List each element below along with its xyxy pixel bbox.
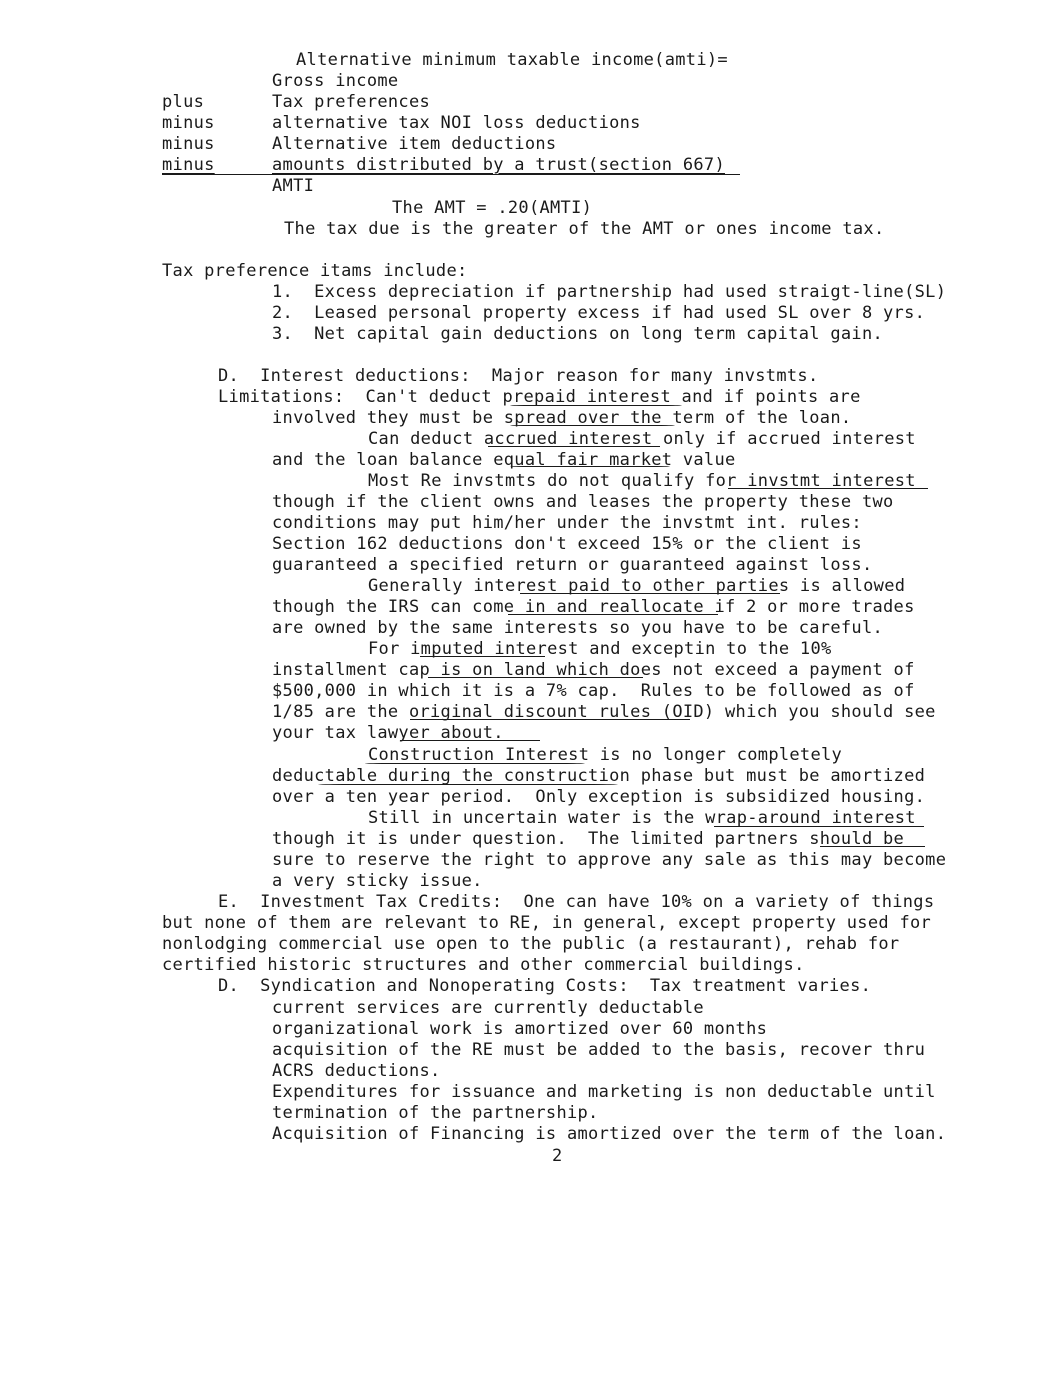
- page-number: 2: [552, 1146, 563, 1166]
- handwritten-underline: [714, 826, 924, 827]
- preference-item: 1. Excess depreciation if partnership had used straigt-line(SL): [272, 282, 947, 302]
- amti-row-op: minus: [162, 134, 215, 154]
- handwritten-underline: [318, 784, 618, 785]
- handwritten-underline: [520, 593, 780, 594]
- handwritten-underline: [410, 719, 690, 720]
- body-line: organizational work is amortized over 60 months: [272, 1019, 768, 1039]
- body-line: certified historic structures and other commercial buildings.: [162, 955, 805, 975]
- body-line: termination of the partnership.: [272, 1103, 599, 1123]
- preference-item: 3. Net capital gain deductions on long term capital gain.: [272, 324, 884, 344]
- body-line: Most Re invstmts do not qualify for invstmt interest: [368, 471, 916, 491]
- amti-row-text: Alternative item deductions: [272, 134, 557, 154]
- handwritten-underline: [510, 425, 675, 426]
- body-line: Acquisition of Financing is amortized over the term of the loan.: [272, 1124, 947, 1144]
- amti-row-text: alternative tax NOI loss deductions: [272, 113, 641, 133]
- body-line: For imputed interest and exceptin to the 10%: [368, 639, 832, 659]
- amti-title: Alternative minimum taxable income(amti)=: [296, 50, 728, 70]
- preference-item: 2. Leased personal property excess if had used SL over 8 yrs.: [272, 303, 926, 323]
- body-line: over a ten year period. Only exception is subsidized housing.: [272, 787, 926, 807]
- body-line: though it is under question. The limited partners should be: [272, 829, 905, 849]
- body-line: Still in uncertain water is the wrap-around interest: [368, 808, 916, 828]
- body-line: Limitations: Can't deduct prepaid interest and if points are: [218, 387, 861, 407]
- handwritten-underline: [728, 488, 928, 489]
- body-line: Generally interest paid to other parties is allowed: [368, 576, 906, 596]
- amti-row-op: minus: [162, 113, 215, 133]
- body-line: though if the client owns and leases the property these two: [272, 492, 894, 512]
- amt-formula: The AMT = .20(AMTI): [392, 198, 593, 218]
- body-line: deductable during the construction phase but must be amortized: [272, 766, 926, 786]
- body-line: installment cap is on land which does not exceed a payment of: [272, 660, 915, 680]
- handwritten-underline: [820, 846, 925, 847]
- handwritten-underline: [508, 614, 718, 615]
- amti-row-text: Gross income: [272, 71, 399, 91]
- handwritten-underline: [365, 763, 585, 764]
- body-line: current services are currently deductable: [272, 998, 704, 1018]
- body-line: sure to reserve the right to approve any sale as this may become: [272, 850, 947, 870]
- section-heading: E. Investment Tax Credits: One can have 10% on a variety of things: [218, 892, 935, 912]
- body-line: your tax lawyer about.: [272, 723, 504, 743]
- body-line: though the IRS can come in and reallocate if 2 or more trades: [272, 597, 915, 617]
- amti-row-op: plus: [162, 92, 205, 112]
- body-line: Can deduct accrued interest only if accrued interest: [368, 429, 916, 449]
- amti-row-text: AMTI: [272, 176, 315, 196]
- body-line: $500,000 in which it is a 7% cap. Rules to be followed as of: [272, 681, 915, 701]
- amti-row-text: Tax preferences: [272, 92, 431, 112]
- body-line: nonlodging commercial use open to the public (a restaurant), rehab for: [162, 934, 900, 954]
- body-line: and the loan balance equal fair market value: [272, 450, 736, 470]
- body-line: Construction Interest is no longer completely: [368, 745, 843, 765]
- body-line: but none of them are relevant to RE, in general, except property used for: [162, 913, 932, 933]
- handwritten-underline: [510, 466, 670, 467]
- body-line: ACRS deductions.: [272, 1061, 441, 1081]
- body-line: Expenditures for issuance and marketing is non deductable until: [272, 1082, 936, 1102]
- section-heading: D. Syndication and Nonoperating Costs: Tax treatment varies.: [218, 976, 872, 996]
- amti-row-text: amounts distributed by a trust(section 667): [272, 155, 725, 175]
- section-heading: D. Interest deductions: Major reason for many invstmts.: [218, 366, 819, 386]
- body-line: involved they must be spread over the term of the loan.: [272, 408, 852, 428]
- body-line: 1/85 are the original discount rules (OID) which you should see: [272, 702, 936, 722]
- handwritten-underline: [488, 446, 660, 447]
- handwritten-underline: [400, 740, 540, 741]
- body-line: are owned by the same interests so you have to be careful.: [272, 618, 884, 638]
- handwritten-underline: [428, 677, 643, 678]
- preferences-heading: Tax preference itams include:: [162, 261, 468, 281]
- handwritten-underline: [420, 656, 545, 657]
- body-line: guaranteed a specified return or guaranteed against loss.: [272, 555, 873, 575]
- body-line: a very sticky issue.: [272, 871, 483, 891]
- amt-note: The tax due is the greater of the AMT or ones income tax.: [284, 219, 885, 239]
- body-line: conditions may put him/her under the invstmt int. rules:: [272, 513, 862, 533]
- amti-subtotal-rule: [162, 174, 740, 175]
- body-line: acquisition of the RE must be added to the basis, recover thru: [272, 1040, 926, 1060]
- body-line: Section 162 deductions don't exceed 15% or the client is: [272, 534, 862, 554]
- amti-row-op: minus: [162, 155, 215, 175]
- handwritten-underline: [510, 405, 682, 406]
